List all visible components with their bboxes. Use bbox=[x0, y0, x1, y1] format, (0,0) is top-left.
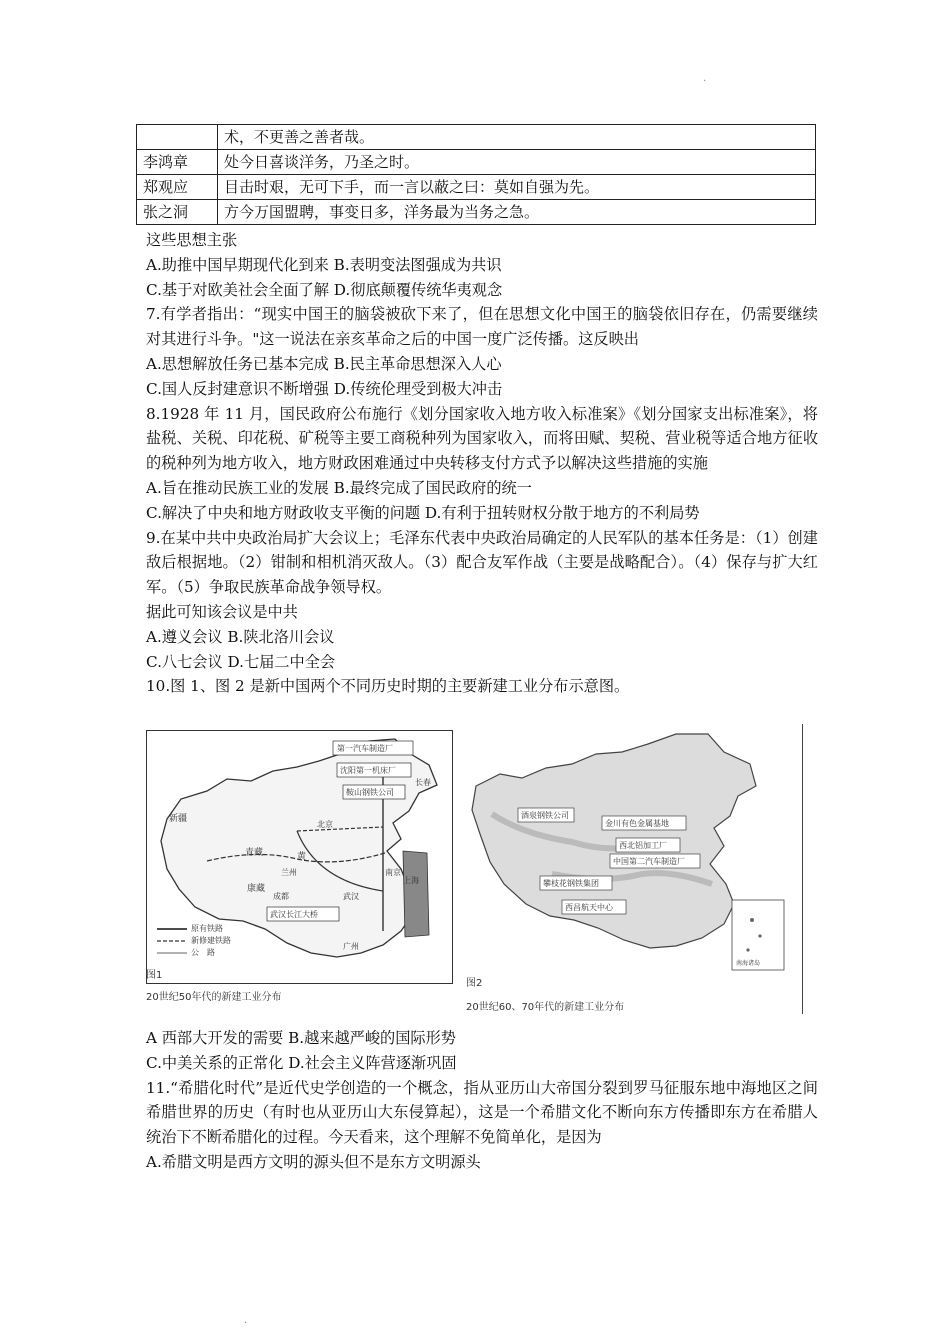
table-cell-text: 方今万国盟聘，事变日多，洋务最为当务之急。 bbox=[218, 200, 816, 225]
map1-label-xinjiang: 新疆 bbox=[169, 814, 188, 824]
questions-upper bbox=[146, 228, 818, 699]
table-row bbox=[137, 175, 816, 200]
map-1950s bbox=[146, 730, 453, 984]
map1-label-shanghai: 上海 bbox=[403, 876, 419, 885]
map-1960s-70s bbox=[462, 724, 800, 1018]
legend-road: 公 路 bbox=[191, 948, 215, 957]
map-1960s-70s-drawing bbox=[462, 724, 800, 1018]
figure-right-border bbox=[802, 724, 803, 1014]
map2-label-second-auto: 中国第二汽车制造厂 bbox=[613, 857, 685, 866]
table-cell-text: 术，不更善之善者哉。 bbox=[218, 125, 816, 150]
table-cell-name: 李鸿章 bbox=[137, 150, 218, 175]
q9-stem: 9.在某中共中央政治局扩大会议上；毛泽东代表中央政治局确定的人民军队的基本任务是：（1）创建敌后根据地。（2）钳制和相机消灭敌人。（3）配合友军作战（主要是战略配合）。（4）保存与扩大红军。（5）争取民族革命战争领导权。 bbox=[146, 528, 818, 597]
map1-label-kangzang: 康藏 bbox=[247, 884, 266, 894]
map2-label-xichang: 西昌航天中心 bbox=[565, 903, 613, 912]
fig1-number: 图1 bbox=[146, 970, 163, 981]
q8-stem: 8.1928 年 11 月，国民政府公布施行《划分国家收入地方收入标准案》《划分国家支出标准案》，将盐税、关税、印花税、矿税等主要工商税种列为国家收入，而将田赋、契税、营业税等适合地方征收的税种列为地方收入，地方财政困难通过中央转移支付方式予以解决这些措施的实施 bbox=[146, 404, 818, 473]
q9-stem-2: 据此可知该会议是中共 bbox=[146, 602, 298, 621]
map1-label-shenyang: 沈阳第一机床厂 bbox=[340, 766, 396, 775]
table-row bbox=[137, 150, 816, 175]
table-cell-name: 郑观应 bbox=[137, 175, 218, 200]
table-row bbox=[137, 200, 816, 225]
fig2-caption: 20世纪60、70年代的新建工业分布 bbox=[466, 1002, 625, 1013]
map1-label-wuhan-bridge: 武汉长江大桥 bbox=[270, 910, 318, 919]
map1-label-changchun: 长春 bbox=[415, 778, 431, 787]
legend-old-railway: 原有铁路 bbox=[191, 924, 223, 933]
map1-label-qingzang: 青藏 bbox=[245, 848, 264, 858]
q7-stem: 7.有学者指出：“现实中国王的脑袋被砍下来了，但在思想文化中国王的脑袋依旧存在，仍需要继续对其进行斗争。"这一说法在亲亥革命之后的中国一度广泛传播。这反映出 bbox=[146, 305, 818, 349]
q6-options-ab: A.助推中国早期现代化到来 B.表明变法图强成为共识 bbox=[146, 255, 502, 274]
quotes-table bbox=[136, 124, 816, 225]
map2-label-jinchuan: 金川有色金属基地 bbox=[605, 819, 669, 828]
map1-label-chengdu: 成都 bbox=[273, 892, 289, 901]
map1-label-nanjing: 南京 bbox=[385, 868, 401, 877]
map2-label-jiuquan: 酒泉钢铁公司 bbox=[521, 811, 569, 820]
q11-stem: 11.“希腊化时代”是近代史学创造的一个概念，指从亚历山大帝国分裂到罗马征服东地中海地区之间希腊世界的历史（有时也从亚历山大东侵算起），这是一个希腊文化不断向东方传播即东方在希腊人统治下不断希腊化的过程。今天看来，这个理解不免简单化，是因为 bbox=[146, 1078, 818, 1147]
table-cell-name bbox=[137, 125, 218, 150]
table-cell-text: 目击时艰，无可下手，而一言以蔽之曰：莫如自强为先。 bbox=[218, 175, 816, 200]
scan-mark: · bbox=[703, 76, 707, 87]
q9-options-cd: C.八七会议 D.七届二中全会 bbox=[146, 652, 336, 671]
map2-label-aluminum: 西北铝加工厂 bbox=[619, 841, 667, 850]
q8-options-cd: C.解决了中央和地方财政收支平衡的问题 D.有利于扭转财权分散于地方的不利局势 bbox=[146, 503, 700, 522]
map1-label-beijing: 北京 bbox=[317, 820, 333, 829]
fig2-number: 图2 bbox=[466, 978, 483, 989]
q9-options-ab: A.遵义会议 B.陕北洛川会议 bbox=[146, 627, 335, 646]
map1-label-guangzhou: 广州 bbox=[343, 942, 359, 951]
map1-label-faw: 第一汽车制造厂 bbox=[337, 744, 393, 753]
fig1-caption: 20世纪50年代的新建工业分布 bbox=[146, 992, 282, 1003]
table-cell-name: 张之洞 bbox=[137, 200, 218, 225]
questions-lower bbox=[146, 1026, 818, 1175]
q6-options-cd: C.基于对欧美社会全面了解 D.彻底颠覆传统华夷观念 bbox=[146, 280, 503, 299]
q11-option-a: A.希腊文明是西方文明的源头但不是东方文明源头 bbox=[146, 1152, 481, 1171]
map1-label-huang: 黄 bbox=[297, 852, 307, 862]
q10-options-ab: A 西部大开发的需要 B.越来越严峻的国际形势 bbox=[146, 1029, 456, 1047]
q6-stem: 这些思想主张 bbox=[146, 231, 238, 249]
scan-mark: · bbox=[244, 1318, 248, 1329]
industry-maps-figure bbox=[146, 724, 806, 1024]
map1-label-wuhan: 武汉 bbox=[343, 892, 359, 901]
map2-label-panzhihua: 攀枝花钢铁集团 bbox=[543, 879, 599, 888]
map1-label-lanzhou: 兰州 bbox=[281, 868, 297, 877]
q7-options-cd: C.国人反封建意识不断增强 D.传统伦理受到极大冲击 bbox=[146, 379, 503, 398]
map2-label-south-sea: 南海诸岛 bbox=[736, 960, 761, 967]
table-row bbox=[137, 125, 816, 150]
legend-new-railway: 新修建铁路 bbox=[191, 936, 231, 945]
q10-stem: 10.图 1、图 2 是新中国两个不同历史时期的主要新建工业分布示意图。 bbox=[146, 677, 630, 696]
map1-label-anshan: 鞍山钢铁公司 bbox=[346, 788, 394, 797]
q10-options-cd: C.中美关系的正常化 D.社会主义阵营逐渐巩固 bbox=[146, 1053, 457, 1072]
table-cell-text: 处今日喜谈洋务，乃圣之时。 bbox=[218, 150, 816, 175]
q7-options-ab: A.思想解放任务已基本完成 B.民主革命思想深入人心 bbox=[146, 354, 502, 373]
q8-options-ab: A.旨在推动民族工业的发展 B.最终完成了国民政府的统一 bbox=[146, 478, 532, 497]
